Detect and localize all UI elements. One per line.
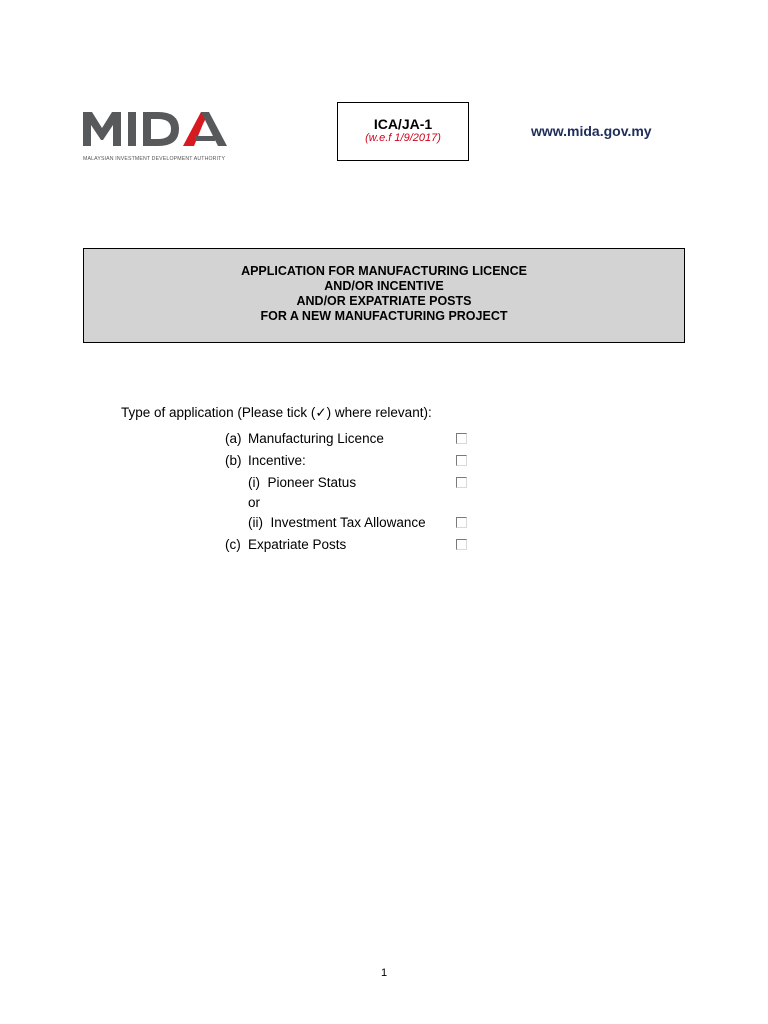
checkbox-pioneer-status[interactable] [456,477,467,488]
checkbox-expatriate-posts[interactable] [456,539,467,550]
option-letter: (b) [225,453,242,468]
option-letter: (i) [248,475,260,490]
application-type-label: Type of application (Please tick (✓) where relevant): [121,405,432,420]
logo-subtitle: MALAYSIAN INVESTMENT DEVELOPMENT AUTHORITY [83,156,226,162]
option-letter: (ii) [248,515,263,530]
option-letter: (a) [225,431,242,446]
option-pioneer-status [248,475,356,491]
option-label: Incentive: [248,453,306,468]
effective-date: (w.e.f 1/9/2017) [365,132,441,144]
title-line-2: AND/OR INCENTIVE [324,279,444,293]
option-label: Expatriate Posts [248,537,347,552]
title-line-1: APPLICATION FOR MANUFACTURING LICENCE [241,264,527,278]
option-label: Investment Tax Allowance [270,515,426,530]
option-letter: (c) [225,537,241,552]
option-or-text: or [248,495,261,510]
option-label: Manufacturing Licence [248,431,384,446]
option-incentive [225,453,306,469]
form-title-box [83,248,685,343]
website-link[interactable]: www.mida.gov.my [531,123,652,139]
checkbox-manufacturing-licence[interactable] [456,433,467,444]
mida-logo-mark [83,106,243,152]
checkbox-incentive[interactable] [456,455,467,466]
title-line-4: FOR A NEW MANUFACTURING PROJECT [260,309,508,323]
option-label: Pioneer Status [267,475,357,490]
form-code: ICA/JA-1 [373,116,433,132]
option-expatriate-posts [225,537,346,553]
form-code-box [337,102,469,161]
checkbox-investment-tax-allowance[interactable] [456,517,467,528]
option-investment-tax-allowance [248,515,426,531]
page-number: 1 [380,967,388,979]
title-line-3: AND/OR EXPATRIATE POSTS [296,294,472,308]
option-manufacturing-licence [225,431,384,447]
mida-logo [83,106,243,168]
